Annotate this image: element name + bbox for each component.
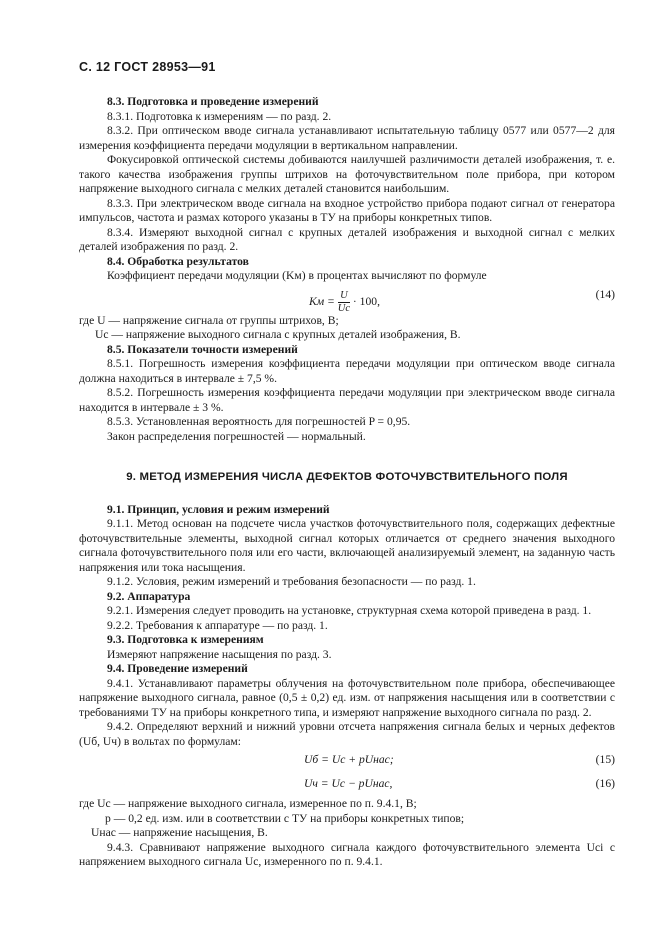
- paragraph: 9.4.3. Сравнивают напряжение выходного сигнала каждого фоточувствительного элемента Uci с напряжением выходного сигнала Uc, измеренного по п. 9.4.1.: [79, 840, 615, 868]
- paragraph: 8.5.3. Установленная вероятность для погрешностей P = 0,95.: [107, 415, 411, 428]
- chapter-heading: 9. МЕТОД ИЗМЕРЕНИЯ ЧИСЛА ДЕФЕКТОВ ФОТОЧУВСТВИТЕЛЬНОГО ПОЛЯ: [126, 471, 568, 483]
- section-heading: 9.2. Аппаратура: [107, 589, 191, 603]
- paragraph: 8.3.1. Подготовка к измерениям — по разд. 2.: [107, 109, 332, 123]
- page-body: [79, 95, 615, 870]
- where-line: где Uc — напряжение выходного сигнала, измеренное по п. 9.4.1, В;: [79, 797, 417, 810]
- paragraph: Измеряют напряжение насыщения по разд. 3.: [107, 647, 332, 661]
- where-line: p — 0,2 ед. изм. или в соответствии с ТУ на приборы конкретных типов;: [105, 811, 465, 825]
- formula-number: (16): [595, 777, 615, 790]
- section-heading: 8.4. Обработка результатов: [107, 254, 249, 268]
- paragraph: Закон распределения погрешностей — нормальный.: [107, 429, 366, 443]
- paragraph: Фокусировкой оптической системы добиваются наилучшей различимости деталей изображения, т. е. такого качества изображения группы штрихов на фоточувствительном поле прибора, при котором напряжение выходного сигнала с мелких деталей становится наибольшим.: [79, 153, 615, 195]
- formula-14: [79, 284, 615, 314]
- paragraph: 9.4.2. Определяют верхний и нижний уровни отсчета напряжения сигнала белых и черных дефектов (Uб, Uч) в вольтах по формулам:: [79, 720, 615, 748]
- formula-expression: Uб = Uc + pUнас;: [304, 753, 394, 766]
- paragraph: 9.1.1. Метод основан на подсчете числа участков фоточувствительного поля, содержащих дефектные фоточувствительные элементы, выходной сигнал которых отличается от среднего значения выходного сигнала фоточувствительного поля или его части, включающей анализируемый элемент, на заданную часть напряжения или тока насыщения.: [79, 517, 615, 574]
- paragraph: 9.2.2. Требования к аппаратуре — по разд. 1.: [107, 618, 328, 632]
- paragraph: 9.1.2. Условия, режим измерений и требования безопасности — по разд. 1.: [107, 575, 476, 588]
- formula-number: (15): [595, 753, 615, 766]
- formula-fraction: [338, 290, 350, 315]
- paragraph: 8.3.4. Измеряют выходной сигнал с крупных деталей изображения и выходной сигнал с мелких деталей изображения по разд. 2.: [79, 225, 615, 253]
- where-line: Uc — напряжение выходного сигнала с крупных деталей изображения, В.: [95, 328, 461, 341]
- fraction-denominator: Uc: [337, 302, 351, 314]
- section-heading: 9.3. Подготовка к измерениям: [107, 633, 264, 646]
- section-heading: 9.1. Принцип, условия и режим измерений: [107, 502, 330, 516]
- section-heading: 9.4. Проведение измерений: [107, 662, 248, 675]
- formula-16: [79, 773, 615, 797]
- formula-expression: [309, 290, 380, 315]
- paragraph: 8.5.2. Погрешность измерения коэффициента передачи модуляции при электрическом вводе сигнала находится в интервале ± 3 %.: [79, 386, 615, 414]
- paragraph: 8.3.2. При оптическом вводе сигнала устанавливают испытательную таблицу 0577 или 0577—2 для измерения коэффициента передачи модуляции в вертикальном направлении.: [79, 124, 615, 152]
- paragraph: 9.4.1. Устанавливают параметры облучения на фоточувствительном поле прибора, обеспечивающее напряжение выходного сигнала, равное (0,5 ± 0,2) ед. изм. от напряжения насыщения или в соответствии с требованиями ТУ на приборы конкретного типа, и измеряют напряжение выходного сигнала по разд. 2.: [79, 676, 615, 719]
- page-header: С. 12 ГОСТ 28953—91: [79, 60, 216, 74]
- paragraph: 9.2.1. Измерения следует проводить на установке, структурная схема которой приведена в разд. 1.: [107, 604, 592, 617]
- section-heading: 8.3. Подготовка и проведение измерений: [107, 95, 319, 108]
- formula-15: [79, 749, 615, 773]
- section-heading: 8.5. Показатели точности измерений: [107, 342, 298, 356]
- where-line: Uнас — напряжение насыщения, В.: [91, 826, 268, 839]
- formula-tail: · 100,: [352, 294, 380, 308]
- formula-number: (14): [595, 287, 615, 301]
- formula-lhs: Kм =: [309, 294, 335, 308]
- paragraph: 8.3.3. При электрическом вводе сигнала на входное устройство прибора подают сигнал от генератора импульсов, частота и размах которого указаны в ТУ на приборы конкретных типов.: [79, 196, 615, 224]
- formula-expression: Uч = Uc − pUнас,: [304, 777, 393, 790]
- paragraph: 8.5.1. Погрешность измерения коэффициента передачи модуляции при оптическом вводе сигнала должна находиться в интервале ± 7,5 %.: [79, 357, 615, 385]
- paragraph: Коэффициент передачи модуляции (Kм) в процентах вычисляют по формуле: [107, 269, 487, 282]
- where-line: где U — напряжение сигнала от группы штрихов, В;: [79, 313, 339, 327]
- fraction-numerator: U: [338, 290, 350, 303]
